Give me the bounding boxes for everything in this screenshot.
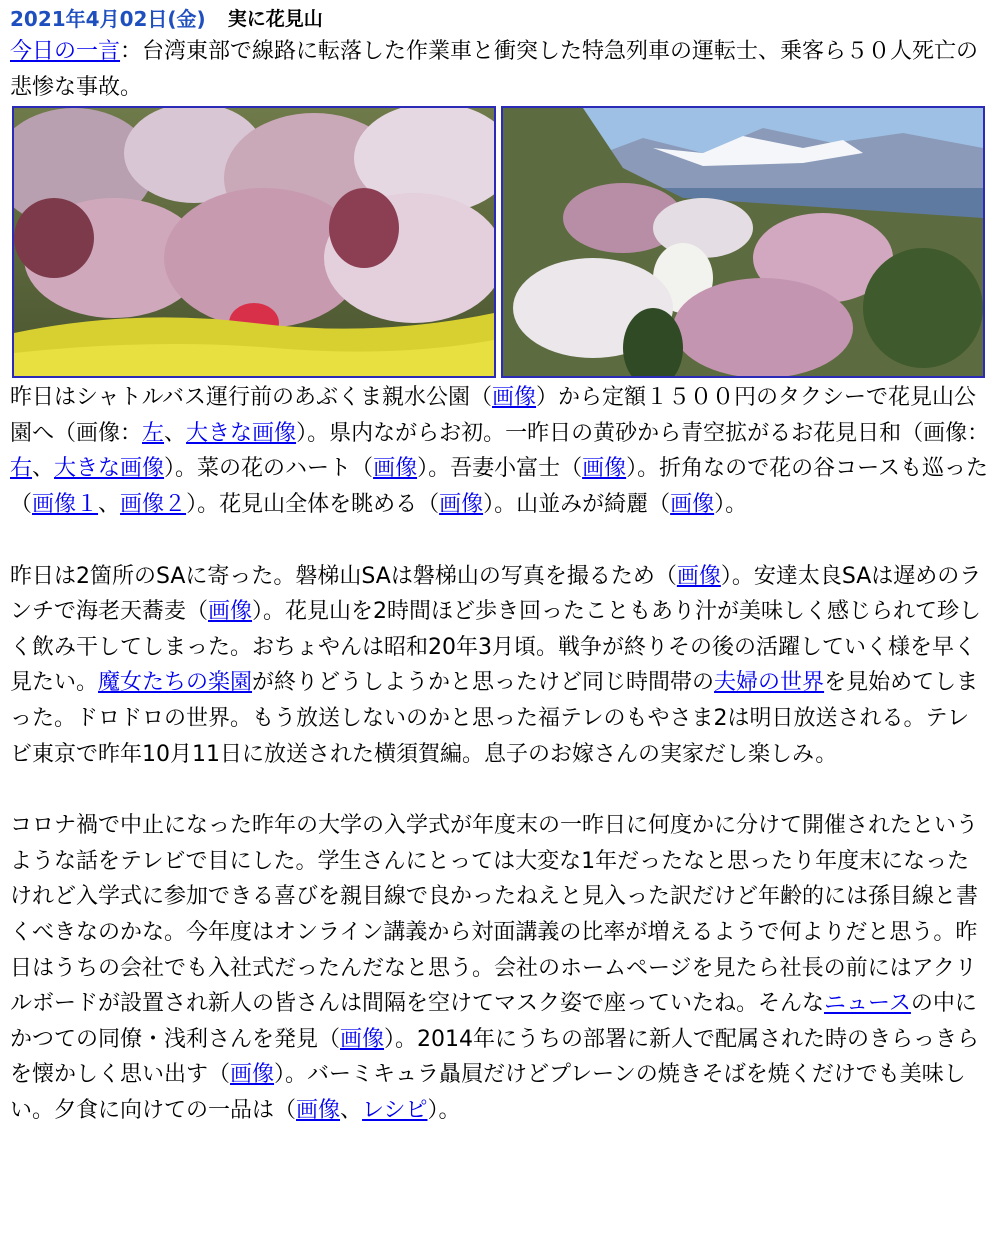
image-link-right[interactable]: 右 [10,456,33,482]
image-link-1[interactable]: 画像１ [32,491,99,517]
image-link[interactable]: 画像 [296,1097,341,1123]
text-segment: ）。山並みが綺麗（ [483,491,671,517]
text-segment: ）。2014年にうちの部署に新人で配属された時のきらっきらを懐かしく思い出す（ [10,1026,980,1088]
text-segment: ）。花見山を2時間ほど歩き回ったこともあり汁が美味しく感じられて珍しく飲み干してしまった。おちょやんは昭和20年3月頃。戦争が終りその後の活躍していく様を早く見たい。 [10,599,982,696]
image-link[interactable]: 画像 [340,1026,385,1052]
image-link[interactable]: 画像 [582,456,627,482]
large-image-link[interactable]: 大きな画像 [186,420,297,446]
recipe-link[interactable]: レシピ [362,1097,428,1123]
news-link[interactable]: ニュース [824,991,911,1017]
image-link[interactable]: 画像 [230,1062,275,1088]
intro-text: ：台湾東部で線路に転落した作業車と衝突した特急列車の運転士、乗客ら５０人死亡の悲惨な事故。 [10,39,979,100]
text-segment: ）。 [714,491,748,517]
paragraph-hanamiyama [10,380,990,522]
paragraph-gap [10,523,990,559]
image-link[interactable]: 画像 [208,599,253,625]
text-segment: ）。 [427,1097,461,1123]
text-segment: 、 [164,420,187,446]
flower-orchard-image [14,108,494,376]
text-segment: 、 [340,1097,363,1123]
drama-link[interactable]: 魔女たちの楽園 [98,670,253,696]
text-segment: 、 [98,491,121,517]
entry-date: 2021年4月02日(金) [10,6,206,31]
text-segment: を見始めてしまった。ドロドロの世界。もう放送しないのかと思った福テレのもやさま2は明日放送される。テレビ東京で昨年10月11日に放送された横須賀編。息子のお嫁さんの実家だし楽しみ。 [10,670,979,767]
paragraph-service-area [10,559,990,773]
text-segment: ）から定額１５００円のタクシーで花見山公園へ（画像： [10,385,977,446]
photo-row [12,106,990,378]
image-link[interactable]: 画像 [373,456,418,482]
image-link[interactable]: 画像 [670,491,715,517]
image-link-2[interactable]: 画像２ [120,491,187,517]
text-segment: ）。安達太良SAは遅めのランチで海老天蕎麦（ [10,563,982,625]
paragraph-entrance-ceremony [10,808,990,1128]
mountain-view-photo[interactable] [501,106,985,378]
intro-paragraph [10,34,990,105]
entry-title: 実に花見山 [227,7,323,30]
text-segment: ）。県内ながらお初。一昨日の黄砂から青空拡がるお花見日和（画像： [296,420,990,446]
text-segment: ）。吾妻小富士（ [417,456,583,482]
flower-orchard-photo[interactable] [12,106,496,378]
text-segment: の中にかつての同僚・浅利さんを発見（ [10,991,977,1052]
text-segment: 昨日は2箇所のSAに寄った。磐梯山SAは磐梯山の写真を撮るため（ [10,563,677,589]
image-link[interactable]: 画像 [676,563,721,589]
text-segment: ）。バーミキュラ贔屓だけどプレーンの焼きそばを焼くだけでも美味しい。夕食に向けての一品は（ [10,1062,966,1123]
mountain-view-image [503,108,983,376]
image-link-left[interactable]: 左 [142,420,165,446]
entry-header [10,0,990,34]
image-link[interactable]: 画像 [492,385,537,411]
drama-link[interactable]: 夫婦の世界 [714,670,825,696]
text-segment: ）。花見山全体を眺める（ [186,491,440,517]
text-segment: ）。菜の花のハート（ [164,456,374,482]
large-image-link[interactable]: 大きな画像 [54,456,165,482]
text-segment: 昨日はシャトルバス運行前のあぶくま親水公園（ [10,385,493,411]
image-link[interactable]: 画像 [439,491,484,517]
text-segment: ）。折角なので花の谷コースも巡った（ [10,456,989,517]
text-segment: 、 [32,456,55,482]
paragraph-gap [10,772,990,808]
today-word-link[interactable]: 今日の一言 [10,39,121,64]
text-segment: コロナ禍で中止になった昨年の大学の入学式が年度末の一昨日に何度かに分けて開催されたというような話をテレビで目にした。学生さんにとっては大変な1年だったなと思ったり年度末になったけれど入学式に参加できる喜びを親目線で良かったねえと見入った訳だけど年齢的には孫目線と書くべきなのかな。今年度はオンライン講義から対面講義の比率が増えるようで何よりだと思う。昨日はうちの会社でも入社式だったんだなと思う。会社のホームページを見たら社長の前にはアクリルボードが設置され新人の皆さんは間隔を空けてマスク姿で座っていたね。そんな [10,813,979,1017]
text-segment: が終りどうしようかと思ったけど同じ時間帯の [252,670,715,696]
